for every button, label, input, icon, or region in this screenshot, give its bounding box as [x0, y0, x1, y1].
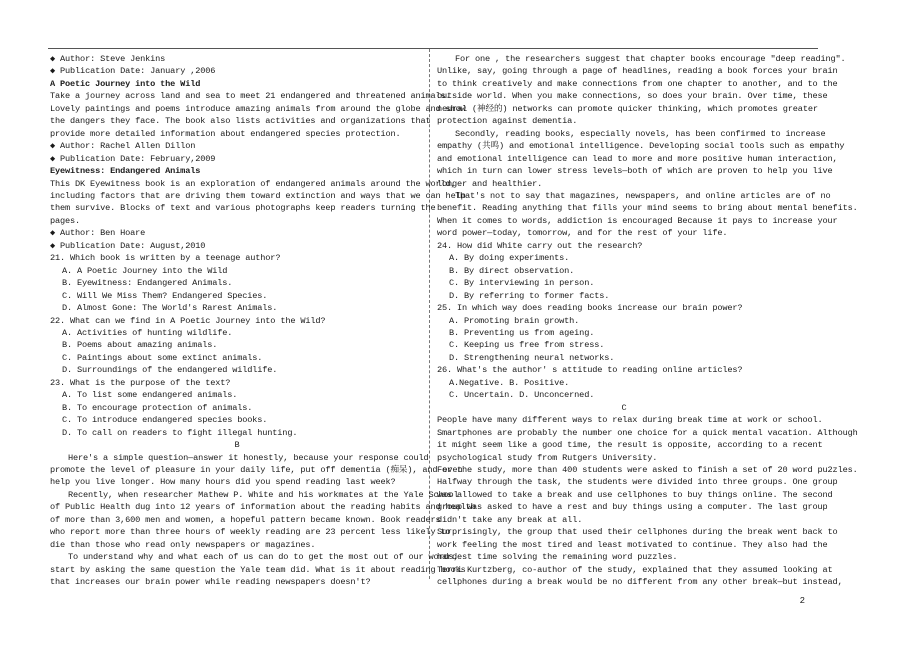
right-line: A. By doing experiments.: [449, 253, 570, 264]
left-line: D. Almost Gone: The World's Rarest Animals.: [62, 303, 278, 314]
right-line: Smartphones are probably the number one choice for a quick mental vacation. Although: [437, 427, 858, 438]
left-line: Here's a simple question—answer it honestly, because your response could: [68, 452, 429, 463]
right-line: group was asked to have a rest and buy things using a computer. The last group: [437, 502, 828, 513]
left-line: C. Will We Miss Them? Endangered Species.: [62, 290, 268, 301]
left-line: of more than 3,600 men and women, a hopeful pattern became known. Book readers: [50, 514, 441, 525]
right-line: longer and healthier.: [437, 178, 543, 189]
right-line: and emotional intelligence can lead to more and more positive human interaction,: [437, 153, 838, 164]
left-line: B: [234, 440, 240, 451]
left-line: provide more detailed information about endangered species protection.: [50, 128, 401, 139]
right-line: C: [621, 402, 627, 413]
left-line: Lovely paintings and poems introduce amazing animals from around the globe and show: [50, 103, 466, 114]
right-column: [437, 53, 858, 588]
left-line: A. Activities of hunting wildlife.: [62, 327, 233, 338]
right-line: 26. What's the author' s attitude to reading online articles?: [437, 365, 743, 376]
right-line: A.Negative. B. Positive.: [449, 377, 570, 388]
right-line: neural (神经的) networks can promote quicker thinking, which promotes greater: [437, 103, 818, 114]
left-line: start by asking the same question the Yale team did. What is it about reading books: [50, 564, 466, 575]
left-line: B. Poems about amazing animals.: [62, 340, 218, 351]
right-line: D. By referring to former facts.: [449, 290, 610, 301]
left-line: pages.: [50, 215, 81, 226]
left-line: A. A Poetic Journey into the Wild: [62, 265, 228, 276]
right-line: Secondly, reading books, especially novels, has been confirmed to increase: [455, 128, 826, 139]
left-line: This DK Eyewitness book is an exploration of endangered animals around the world,: [50, 178, 456, 189]
left-line: D. Surroundings of the endangered wildlife.: [62, 365, 278, 376]
left-line: Eyewitness: Endangered Animals: [50, 166, 201, 177]
left-line: who report more than three hours of weekly reading are 23 percent less likely to: [50, 527, 451, 538]
left-line: D. To call on readers to fight illegal hunting.: [62, 427, 298, 438]
left-line: of Public Health dug into 12 years of information about the reading habits and health: [50, 502, 476, 513]
left-line: the dangers they face. The book also lists activities and organizations that: [50, 116, 431, 127]
right-line: For the study, more than 400 students were asked to finish a set of 20 word pu2zles.: [437, 464, 858, 475]
right-line: For one , the researchers suggest that chapter books encourage "deep reading".: [455, 54, 846, 64]
right-line: When it comes to words, addiction is encouraged Because it pays to increase your: [437, 215, 838, 226]
left-line: 21. Which book is written by a teenage author?: [50, 253, 281, 264]
right-line: was allowed to take a break and use cellphones to buy things online. The second: [437, 489, 833, 500]
left-line: To understand why and what each of us can do to get the most out of our words,: [68, 552, 459, 563]
left-line: 22. What can we find in A Poetic Journey into the Wild?: [50, 315, 326, 326]
right-line: That's not to say that magazines, newspapers, and online articles are of no: [455, 190, 831, 201]
left-column: [50, 53, 476, 588]
left-line: ◆ Author: Steve Jenkins: [50, 54, 166, 64]
right-line: People have many different ways to relax during break time at work or school.: [437, 415, 823, 426]
left-line: A Poetic Journey into the Wild: [50, 78, 201, 89]
right-line: psychological study from Rutgers University.: [437, 452, 658, 463]
right-line: C. By interviewing in person.: [449, 278, 595, 289]
left-line: B. Eyewitness: Endangered Animals.: [62, 278, 233, 289]
right-line: D. Strengthening neural networks.: [449, 352, 615, 363]
right-line: Halfway through the task, the students were divided into three groups. One group: [437, 477, 838, 488]
left-line: ◆ Author: Ben Hoare: [50, 228, 146, 239]
left-line: including factors that are driving them toward extinction and ways that we can help: [50, 190, 466, 201]
right-line: word power—today, tomorrow, and for the rest of your life.: [437, 228, 728, 239]
left-line: ◆ Publication Date: February,2009: [50, 153, 216, 164]
right-line: hardest time solving the remaining word puzzles.: [437, 552, 678, 563]
right-line: C. Uncertain. D. Unconcerned.: [449, 390, 595, 401]
right-line: 24. How did White carry out the research?: [437, 240, 643, 251]
left-line: ◆ Publication Date: August,2010: [50, 240, 206, 251]
right-line: benefit. Reading anything that fills your mind seems to bring about mental benefits.: [437, 203, 858, 214]
right-line: work feeling the most tired and least motivated to continue. They also had the: [437, 539, 828, 550]
right-line: Unlike, say, going through a page of headlines, reading a book forces your brain: [437, 66, 838, 77]
right-line: 25. In which way does reading books increase our brain power?: [437, 303, 743, 314]
page-number: 2: [799, 596, 805, 606]
left-line: Recently, when researcher Mathew P. White and his workmates at the Yale School: [68, 489, 459, 500]
left-line: C. Paintings about some extinct animals.: [62, 352, 263, 363]
right-line: didn't take any break at all.: [437, 514, 583, 525]
right-line: which in turn can lower stress levels—both of which are proven to help you live: [437, 166, 833, 177]
right-line: Terri Kurtzberg, co-author of the study, explained that they assumed looking at: [437, 564, 833, 575]
right-line: outside world. When you make connections, so does your brain. Over time, these: [437, 91, 828, 102]
left-line: promote the level of pleasure in your daily life, put off dementia (痴呆), and even: [50, 464, 463, 475]
left-line: die than those who read only newspapers or magazines.: [50, 539, 316, 550]
left-line: ◆ Author: Rachel Allen Dillon: [50, 141, 196, 152]
right-line: protection against dementia.: [437, 116, 578, 127]
right-line: empathy (共鸣) and emotional intelligence. Developing social tools such as empathy: [437, 141, 845, 152]
right-line: to think creatively and make connections from one chapter to another, and to the: [437, 78, 838, 89]
right-line: B. By direct observation.: [449, 265, 575, 276]
right-line: A. Promoting brain growth.: [449, 315, 580, 326]
right-line: C. Keeping us free from stress.: [449, 340, 605, 351]
left-line: them survive. Blocks of text and various photographs keep readers turning the: [50, 203, 436, 214]
right-line: B. Preventing us from ageing.: [449, 327, 595, 338]
right-line: cellphones during a break would be no different from any other break—but instead,: [437, 577, 843, 588]
left-line: A. To list some endangered animals.: [62, 390, 238, 401]
left-line: ◆ Publication Date: January ,2006: [50, 66, 216, 77]
left-line: that increases our brain power while reading newspapers doesn't?: [50, 577, 371, 588]
left-line: C. To introduce endangered species books.: [62, 415, 268, 426]
header-rule: [48, 48, 818, 49]
left-line: Take a journey across land and sea to meet 21 endangered and threatened animals.: [50, 91, 451, 102]
left-line: 23. What is the purpose of the text?: [50, 377, 231, 388]
left-line: help you live longer. How many hours did you spend reading last week?: [50, 477, 396, 488]
left-line: B. To encourage protection of animals.: [62, 402, 253, 413]
right-line: Surprisingly, the group that used their cellphones during the break went back to: [437, 527, 838, 538]
right-line: it might seem like a good time, the result is opposite, according to a recent: [437, 440, 823, 451]
